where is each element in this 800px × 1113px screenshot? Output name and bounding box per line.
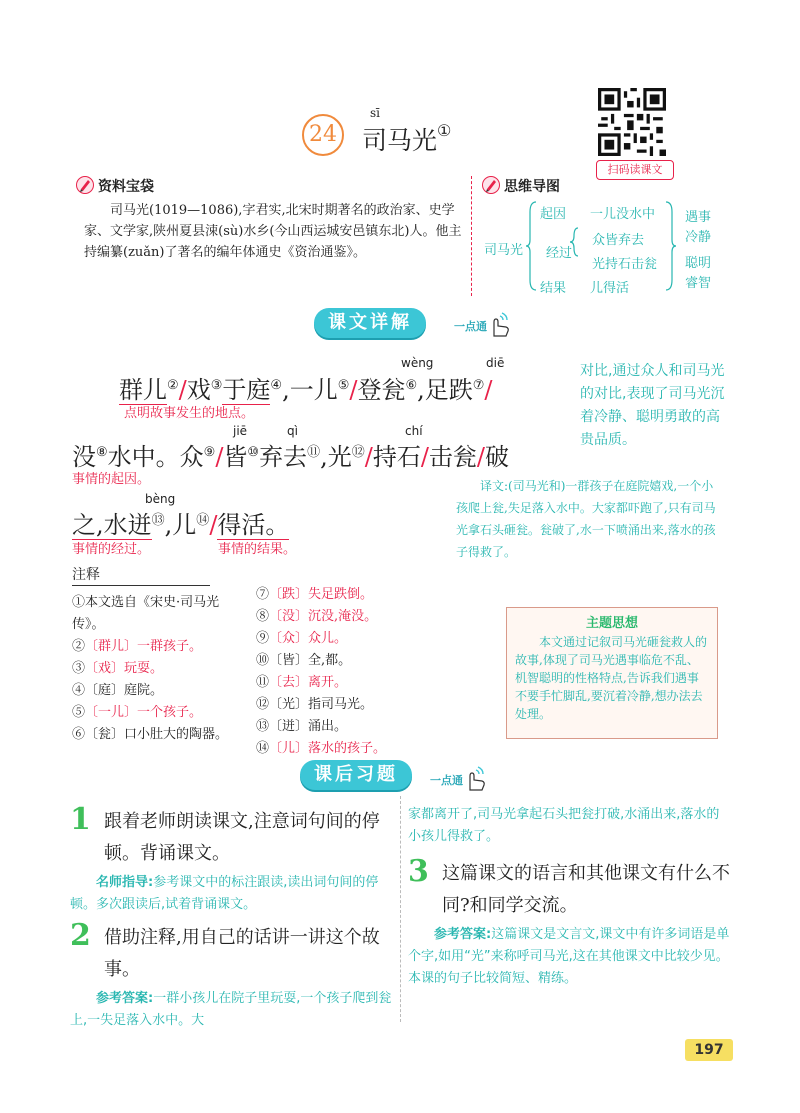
exercises-banner: 课后习题	[300, 760, 412, 790]
text-note-process: 事情的经过。	[72, 542, 151, 557]
text-note-cause: 事情的起因。	[72, 472, 151, 487]
text-note-result: 事情的结果。	[218, 542, 297, 557]
note-mark: ⑨	[203, 445, 216, 460]
text-segment: 皆	[223, 443, 248, 471]
note-item: ⑭〔儿〕落水的孩子。	[256, 741, 387, 756]
page-title	[362, 121, 451, 157]
exercise-number: 1	[70, 802, 91, 837]
text-segment: 戏	[186, 376, 211, 404]
note-item: ①本文选自《宋史·司马光传》。	[72, 595, 220, 632]
mindmap-root: 司马光	[484, 243, 524, 258]
note-mark: ⑤	[337, 378, 350, 393]
note-mark: ⑭	[196, 513, 210, 528]
exercises-banner-sub: 一点通	[430, 774, 463, 787]
qr-code-icon[interactable]	[598, 88, 666, 156]
exercise-guide: 名师指导:参考课文中的标注跟读,读出词句间的停顿。多次跟读后,试着背诵课文。	[70, 875, 379, 912]
note-mark: ⑬	[151, 513, 165, 528]
exercise-question: 借助注释,用自己的话讲一讲这个故事。	[104, 927, 380, 980]
note-item: ⑬〔迸〕涌出。	[256, 719, 348, 734]
text-section-banner: 课文详解	[314, 308, 426, 338]
text-line-1: 群儿②/戏③于庭④,一儿⑤/登瓮⑥,足跌⑦/	[119, 376, 493, 404]
theme-title: 主题思想	[585, 616, 638, 631]
note-item: ⑫〔光〕指司马光。	[256, 697, 374, 712]
page-number: 197	[685, 1039, 733, 1061]
text-segment: 群儿	[119, 376, 167, 404]
mindmap-trait: 聪明	[685, 256, 712, 271]
text-segment: 破	[485, 443, 510, 471]
section-divider	[471, 176, 472, 296]
mindmap-branch-label: 经过	[546, 246, 573, 261]
pinyin-weng: wèng	[401, 356, 434, 370]
exercise-question: 跟着老师朗读课文,注意词句间的停顿。背诵课文。	[104, 811, 380, 864]
mindmap-branch-content: 光持石击瓮	[592, 257, 658, 272]
note-item: ⑦〔跌〕失足跌倒。	[256, 587, 374, 602]
theme-box	[506, 607, 718, 739]
note-mark: ⑥	[405, 378, 418, 393]
note-mark: ⑦	[472, 378, 485, 393]
mindmap-trait: 睿智	[685, 276, 712, 291]
pinyin-beng: bèng	[145, 492, 176, 506]
note-mark: ②	[167, 378, 179, 393]
note-item: ④〔庭〕庭院。	[72, 683, 164, 698]
text-segment: ,儿	[164, 511, 197, 539]
note-mark: ⑫	[351, 445, 365, 460]
exercise-guide: 参考答案:一群小孩儿在院子里玩耍,一个孩子爬到瓮上,一失足落入水中。大	[70, 991, 392, 1028]
translation: 译文:(司马光和)一群孩子在庭院嬉戏,一个小孩爬上瓮,失足落入水中。大家都吓跑了,只有司马光拿石头砸瓮。瓮破了,水一下喷涌出来,落水的孩子得救了。	[456, 479, 716, 559]
qr-label[interactable]: 扫码读课文	[596, 160, 674, 180]
text-segment: 持石	[372, 443, 421, 471]
mindmap-trait: 冷静	[685, 230, 712, 245]
note-item: ②〔群儿〕一群孩子。	[72, 639, 203, 654]
text-segment: 没	[72, 443, 96, 471]
text-segment: ,一儿	[282, 376, 338, 404]
note-mark: ⑧	[96, 445, 108, 460]
mindmap-branch-label: 起因	[540, 207, 567, 222]
title-note-mark: ①	[437, 121, 452, 140]
mindmap-branch-content: 众皆弃去	[592, 233, 645, 248]
text-segment: ,光	[320, 443, 352, 471]
note-item: ③〔戏〕玩耍。	[72, 661, 164, 676]
title-pinyin: sī	[370, 106, 380, 120]
exercise-number: 2	[70, 918, 91, 953]
note-item: ⑥〔瓮〕口小肚大的陶器。	[72, 727, 229, 742]
lesson-number: 24	[302, 114, 344, 156]
mindmap-branch-content: 儿得活	[590, 281, 630, 296]
pencil-icon	[482, 176, 500, 194]
exercise-number: 3	[408, 854, 429, 889]
pinyin-die: diē	[486, 356, 505, 370]
text-segment: 之,水迸	[72, 511, 152, 539]
note-mark: ③	[210, 378, 223, 393]
column-divider	[400, 796, 401, 1022]
mindmap-trait: 遇事	[685, 210, 712, 225]
note-mark: ⑪	[307, 445, 321, 460]
note-item: ⑨〔众〕众儿。	[256, 631, 348, 646]
text-segment: 登瓮	[357, 376, 406, 404]
theme-text: 本文通过记叙司马光砸瓮救人的故事,体现了司马光遇事临危不乱、机智聪明的性格特点,告诉我们遇事不要手忙脚乱,要沉着冷静,想办法去处理。	[515, 635, 708, 721]
notes-right	[256, 584, 426, 760]
materials-text: 司马光(1019—1086),字君实,北宋时期著名的政治家、史学家、文学家,陕州夏县涑(sù)水乡(今山西运城安邑镇东北)人。他主持编纂(zuǎn)了著名的编年体通史《资治通鉴》。	[84, 203, 462, 260]
text-segment: 弃去	[259, 443, 308, 471]
text-segment: 水中。众	[107, 443, 204, 471]
note-mark: ④	[270, 378, 283, 393]
hand-pointer-icon	[462, 766, 488, 792]
notes-heading: 注释	[72, 567, 100, 583]
hand-pointer-icon	[486, 312, 512, 338]
materials-heading: 资料宝袋	[98, 179, 154, 195]
text-segment: 得活。	[217, 511, 290, 539]
pinyin-jie: jiē	[233, 424, 248, 438]
note-mark: ⑩	[247, 445, 260, 460]
notes-left	[72, 592, 242, 746]
mindmap-branch-label: 结果	[540, 281, 567, 296]
contrast-note: 对比,通过众人和司马光的对比,表现了司马光沉着冷静、聪明勇敢的高贵品质。	[580, 363, 725, 448]
exercise-guide: 参考答案:这篇课文是文言文,课文中有许多词语是单个字,如用“光”来称呼司马光,这在其他课文中比较少见。本课的句子比较简短、精练。	[408, 927, 730, 986]
exercise-question: 这篇课文的语言和其他课文有什么不同?和同学交流。	[442, 863, 730, 916]
note-item: ⑪〔去〕离开。	[256, 675, 348, 690]
title-text: 司马光	[362, 126, 438, 155]
mindmap-heading: 思维导图	[504, 179, 560, 195]
text-line-2: 没⑧水中。众⑨/皆⑩弃去⑪,光⑫/持石/击瓮/破	[72, 443, 510, 471]
note-item: ⑩〔皆〕全,都。	[256, 653, 352, 668]
note-item: ⑧〔没〕沉没,淹没。	[256, 609, 378, 624]
text-segment: 击瓮	[428, 443, 477, 471]
exercise-guide-continued: 家都离开了,司马光拿起石头把瓮打破,水涌出来,落水的小孩儿得救了。	[408, 807, 720, 844]
text-segment: 于庭	[222, 376, 271, 404]
pinyin-chi: chí	[405, 424, 423, 438]
text-segment: ,足跌	[417, 376, 473, 404]
text-section-banner-sub: 一点通	[454, 320, 487, 333]
pencil-icon	[76, 176, 94, 194]
text-note-location: 点明故事发生的地点。	[124, 406, 255, 421]
note-item: ⑤〔一儿〕一个孩子。	[72, 705, 203, 720]
pinyin-qi: qì	[287, 424, 298, 438]
mindmap-branch-content: 一儿没水中	[590, 207, 656, 222]
text-line-3: 之,水迸⑬,儿⑭/得活。	[72, 511, 290, 539]
notes-rule	[72, 585, 210, 586]
